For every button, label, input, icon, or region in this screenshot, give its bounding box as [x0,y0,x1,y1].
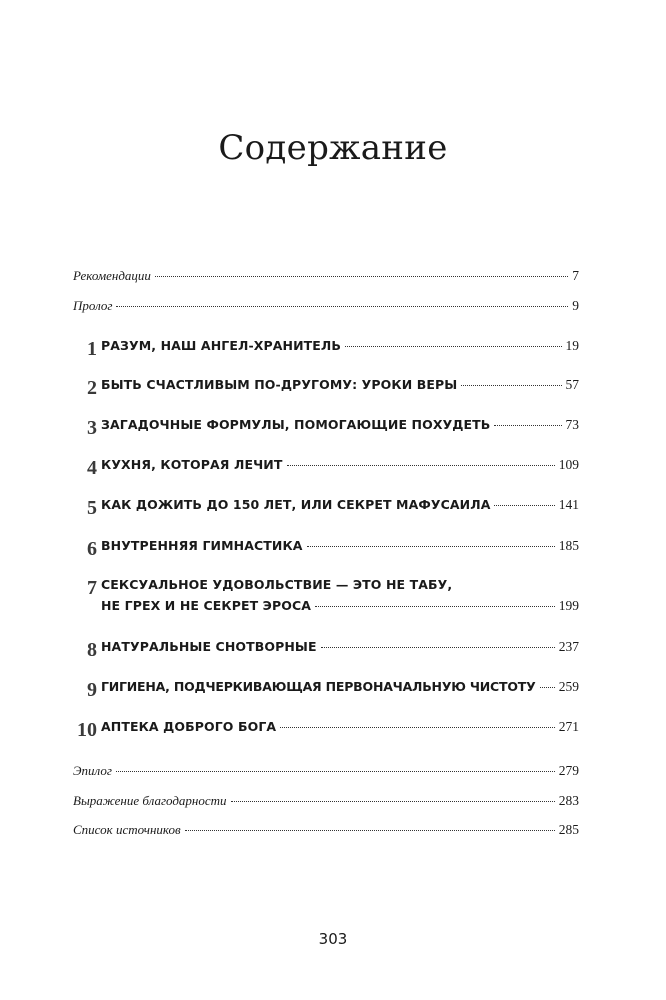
chapter-number: 5 [87,497,97,519]
dot-leader [116,306,568,307]
toc-chapter-7[interactable] [73,577,579,621]
chapter-title: РАЗУМ, НАШ АНГЕЛ-ХРАНИТЕЛЬ [101,338,342,353]
chapter-page: 141 [558,497,579,512]
toc-entry-page: 285 [558,822,579,837]
toc-entry-epilogue[interactable] [73,763,579,779]
dot-leader [315,606,555,607]
dot-leader [321,647,555,648]
chapter-number: 1 [87,338,97,360]
chapter-number: 9 [87,679,97,701]
toc-chapter-6[interactable] [73,538,579,562]
chapter-title: ВНУТРЕННЯЯ ГИМНАСТИКА [101,538,303,553]
chapter-number: 8 [87,639,97,661]
chapter-number: 6 [87,538,97,560]
toc-entry-label: Пролог [73,298,113,313]
chapter-number: 3 [87,417,97,439]
page-number: 303 [318,930,348,948]
chapter-page: 19 [565,338,579,353]
toc-chapter-10[interactable] [73,719,579,743]
page-title: Содержание [218,128,448,168]
chapter-title: БЫТЬ СЧАСТЛИВЫМ ПО-ДРУГОМУ: УРОКИ ВЕРЫ [101,377,458,392]
chapter-title: ГИГИЕНА, ПОДЧЕРКИВАЮЩАЯ ПЕРВОНАЧАЛЬНУЮ ЧИСТОТУ [101,679,536,694]
toc-chapter-5[interactable] [73,497,579,521]
chapter-number: 7 [87,577,97,599]
chapter-page: 109 [558,457,579,472]
dot-leader [494,425,561,426]
dot-leader [307,546,555,547]
toc-chapter-2[interactable] [73,377,579,401]
chapter-number: 4 [87,457,97,479]
chapter-page: 185 [558,538,579,553]
toc-entry-page: 7 [572,268,579,283]
toc-chapter-9[interactable] [73,679,579,703]
chapter-number: 2 [87,377,97,399]
toc-entry-sources[interactable] [73,822,579,838]
toc-entry-acknowledgements[interactable] [73,793,579,809]
toc-chapter-8[interactable] [73,639,579,663]
chapter-page: 237 [558,639,579,654]
dot-leader [345,346,561,347]
chapter-number: 10 [77,719,97,741]
dot-leader [116,771,555,772]
chapter-title-line-1: СЕКСУАЛЬНОЕ УДОВОЛЬСТВИЕ — ЭТО НЕ ТАБУ, [101,577,453,592]
toc-entry-page: 279 [558,763,579,778]
toc-entry-label: Рекомендации [73,268,151,283]
toc-chapter-1[interactable] [73,338,579,362]
toc-entry-label: Эпилог [73,763,112,778]
chapter-title: ЗАГАДОЧНЫЕ ФОРМУЛЫ, ПОМОГАЮЩИЕ ПОХУДЕТЬ [101,417,491,432]
chapter-title: КУХНЯ, КОТОРАЯ ЛЕЧИТ [101,457,283,472]
chapter-page: 199 [558,598,579,613]
chapter-page: 271 [558,719,579,734]
toc-entry-page: 9 [572,298,579,313]
dot-leader [287,465,555,466]
dot-leader [155,276,568,277]
dot-leader [494,505,554,506]
toc-entry-recommendations[interactable] [73,268,579,284]
toc-entry-page: 283 [558,793,579,808]
chapter-page: 73 [565,417,579,432]
chapter-title-line-2: НЕ ГРЕХ И НЕ СЕКРЕТ ЭРОСА [101,598,311,613]
table-of-contents [73,0,579,1000]
toc-entry-label: Список источников [73,822,181,837]
dot-leader [540,687,555,688]
toc-entry-label: Выражение благодарности [73,793,227,808]
chapter-page: 57 [565,377,579,392]
dot-leader [461,385,561,386]
toc-chapter-3[interactable] [73,417,579,441]
toc-chapter-4[interactable] [73,457,579,481]
dot-leader [231,801,555,802]
dot-leader [280,727,555,728]
chapter-title: АПТЕКА ДОБРОГО БОГА [101,719,277,734]
dot-leader [185,830,555,831]
toc-entry-prologue[interactable] [73,298,579,314]
chapter-title: НАТУРАЛЬНЫЕ СНОТВОРНЫЕ [101,639,317,654]
chapter-page: 259 [558,679,579,694]
chapter-title: КАК ДОЖИТЬ ДО 150 ЛЕТ, ИЛИ СЕКРЕТ МАФУСАИЛА [101,497,491,512]
